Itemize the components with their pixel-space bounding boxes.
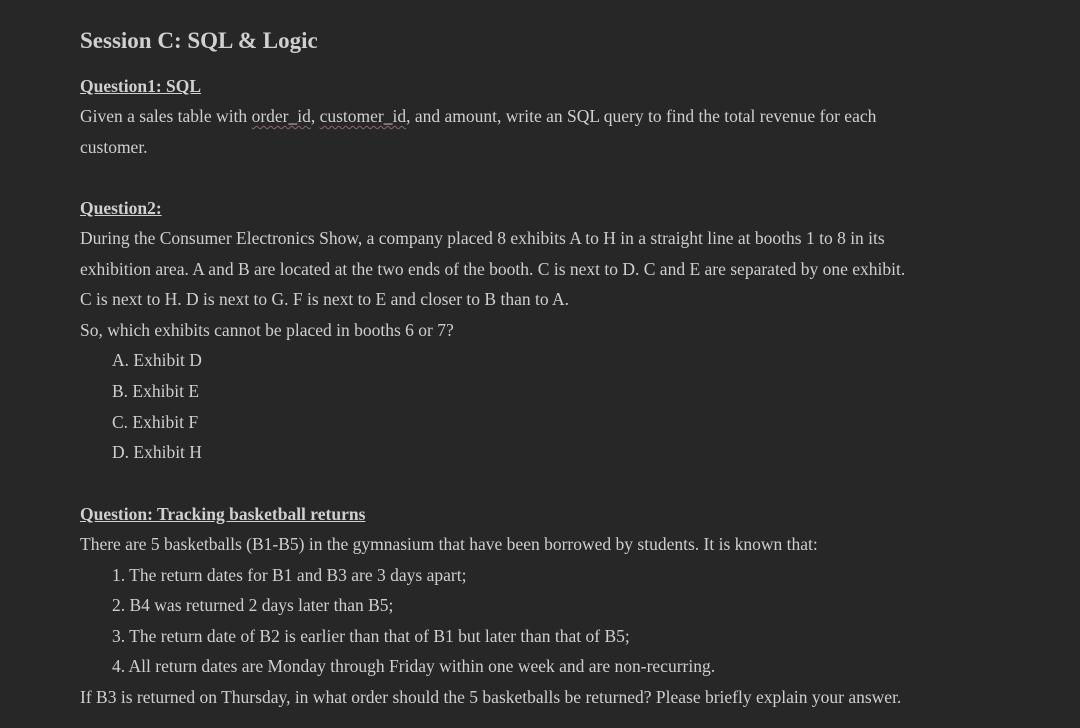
answer-option-c: C. Exhibit F: [112, 412, 199, 432]
question1-text-line1: [80, 106, 876, 127]
question1-text-end: , and amount, write an SQL query to find the total revenue for each: [406, 106, 877, 126]
question2-heading: Question2:: [80, 198, 162, 218]
spellcheck-term-order-id[interactable]: order_id: [251, 106, 311, 126]
question1-separator: ,: [310, 106, 320, 126]
question2-text-line: During the Consumer Electronics Show, a company placed 8 exhibits A to H in a straight line at booths 1 to 8 in its: [80, 228, 885, 248]
answer-option-b: B. Exhibit E: [112, 381, 200, 401]
question2-prompt: So, which exhibits cannot be placed in booths 6 or 7?: [80, 320, 454, 340]
question3-prompt: If B3 is returned on Thursday, in what order should the 5 basketballs be returned? Please briefly explain your answer.: [80, 687, 902, 707]
question3-intro: There are 5 basketballs (B1-B5) in the gymnasium that have been borrowed by students. It is known that:: [80, 534, 818, 554]
question3-heading: Question: Tracking basketball returns: [80, 504, 366, 524]
answer-option-d: D. Exhibit H: [112, 442, 202, 462]
question1-heading: Question1: SQL: [80, 76, 202, 96]
question2-text-line: exhibition area. A and B are located at the two ends of the booth. C is next to D. C and E are separated by one exhibit.: [80, 259, 906, 279]
question3-fact: 1. The return dates for B1 and B3 are 3 days apart;: [112, 565, 467, 585]
question3-fact: 2. B4 was returned 2 days later than B5;: [112, 595, 394, 615]
session-title: Session C: SQL & Logic: [80, 28, 318, 53]
question3-fact: 3. The return date of B2 is earlier than that of B1 but later than that of B5;: [112, 626, 630, 646]
question1-text-line2: customer.: [80, 137, 148, 157]
answer-option-a: A. Exhibit D: [112, 350, 202, 370]
spellcheck-term-customer-id[interactable]: customer_id: [319, 106, 407, 126]
question1-text-start: Given a sales table with: [80, 106, 252, 126]
question2-text-line: C is next to H. D is next to G. F is next to E and closer to B than to A.: [80, 289, 570, 309]
question3-fact: 4. All return dates are Monday through Friday within one week and are non-recurring.: [112, 656, 716, 676]
